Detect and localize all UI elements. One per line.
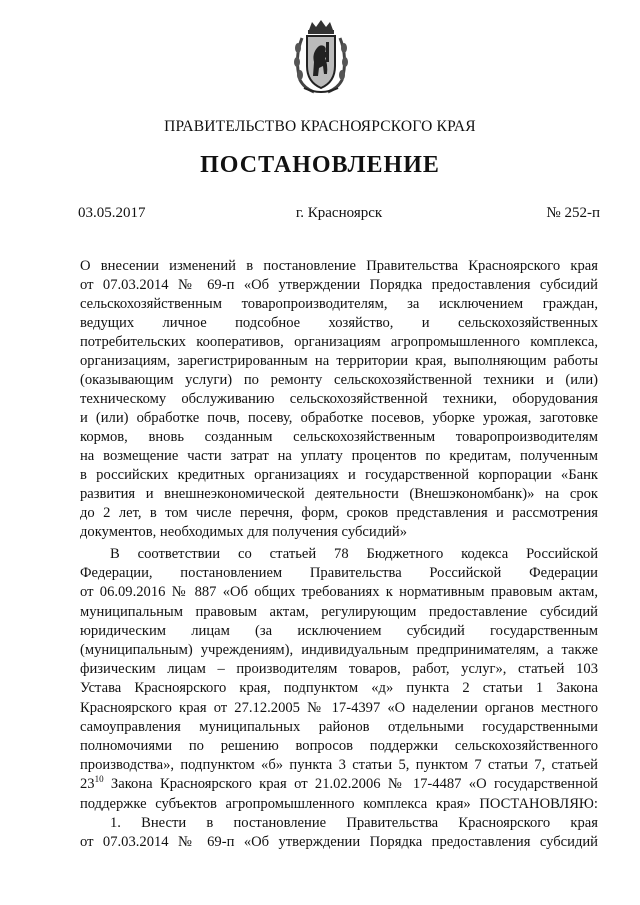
body-line: юридическим лицам (за исключением субсидий государственным [80, 622, 598, 639]
document-body [80, 545, 598, 852]
government-name: ПРАВИТЕЛЬСТВО КРАСНОЯРСКОГО КРАЯ [164, 118, 476, 135]
subject-line: в российских кредитных организациях и государственной корпорации «Банк [80, 467, 598, 483]
body-line: (муниципальным) учреждениям), индивидуальным предпринимателям, а также [80, 642, 598, 659]
subject-line: техническому обслуживанию сельскохозяйственной техники, оборудования [80, 391, 598, 407]
subject-line: и (или) обработке почв, посеву, обработке посевов, уборке урожая, заготовке [80, 410, 598, 426]
body-line: от 06.09.2016 № 887 «Об общих требованиях к нормативным правовым актам, [80, 584, 598, 601]
subject-line: (оказывающим услуги) по ремонту сельскохозяйственной техники и (или) [80, 372, 598, 388]
body-line-article [80, 775, 598, 794]
article-rest-text: Закона Красноярского края от 21.02.2006 № 17-4487 «О государственной [103, 776, 598, 793]
body-line: Красноярского края от 27.12.2005 № 17-4397 «О наделении органов местного [80, 699, 598, 716]
subject-line: до 2 лет, в том числе перечня, форм, сроков представления и рассмотрения [80, 505, 598, 521]
body-line: В соответствии со статьей 78 Бюджетного кодекса Российской [110, 546, 598, 562]
document-number: № 252-п [546, 205, 600, 221]
subject-line: потребительских кооперативов, организациям агропромышленного комплекса, [80, 334, 598, 350]
coat-of-arms-emblem [292, 18, 350, 96]
body-line: самоуправления муниципальных районов отдельными государственными [80, 718, 598, 735]
body-line: производства», подпунктом «б» пункта 3 статьи 5, пунктом 7 статьи 7, статьей [80, 757, 598, 774]
article-number: 23 [80, 776, 95, 793]
document-city: г. Красноярск [295, 205, 383, 221]
body-line: физическим лицам – производителям товаров, работ, услуг», статьей 103 [80, 661, 598, 678]
body-line: 1. Внести в постановление Правительства Красноярского края [110, 814, 598, 831]
subject-line: ведущих личное подсобное хозяйство, и сельскохозяйственных [80, 315, 598, 331]
body-line: муниципальным правовым актам, регулирующим предоставление субсидий [80, 603, 598, 620]
subject-line: сельскохозяйственным товаропроизводителям, за исключением граждан, [80, 296, 598, 312]
subject-line: документов, необходимых для получения субсидий» [80, 524, 407, 540]
subject-line: кормов, вновь созданным сельскохозяйственным товаропроизводителям [80, 429, 598, 445]
body-line: от 07.03.2014 № 69-п «Об утверждении Порядка предоставления субсидий [80, 834, 598, 851]
body-line: Федерации, постановлением Правительства Российской Федерации [80, 565, 598, 582]
subject-line: О внесении изменений в постановление Правительства Красноярского края [80, 258, 598, 274]
subject-line: организациям, зарегистрированным на территории края, выполняющим работы [80, 353, 598, 369]
body-line: поддержке субъектов агропромышленного комплекса края» ПОСТАНОВЛЯЮ: [80, 795, 598, 812]
body-line: Устава Красноярского края, подпунктом «д» пункта 2 статьи 1 Закона [80, 680, 598, 697]
document-date: 03.05.2017 [78, 205, 146, 221]
document-type-title: ПОСТАНОВЛЕНИЕ [200, 152, 440, 178]
article-superscript: 10 [94, 775, 104, 785]
document-subject [80, 257, 598, 542]
date-place-number-row [78, 205, 600, 225]
subject-line: от 07.03.2014 № 69-п «Об утверждении Порядка предоставления субсидий [80, 277, 598, 293]
subject-line: на возмещение части затрат на уплату процентов по кредитам, полученным [80, 448, 598, 464]
subject-line: развития и внешнеэкономической деятельности (Внешэкономбанк)» на срок [80, 486, 598, 502]
body-line: полномочиями по решению вопросов поддержки сельскохозяйственного [80, 738, 598, 755]
